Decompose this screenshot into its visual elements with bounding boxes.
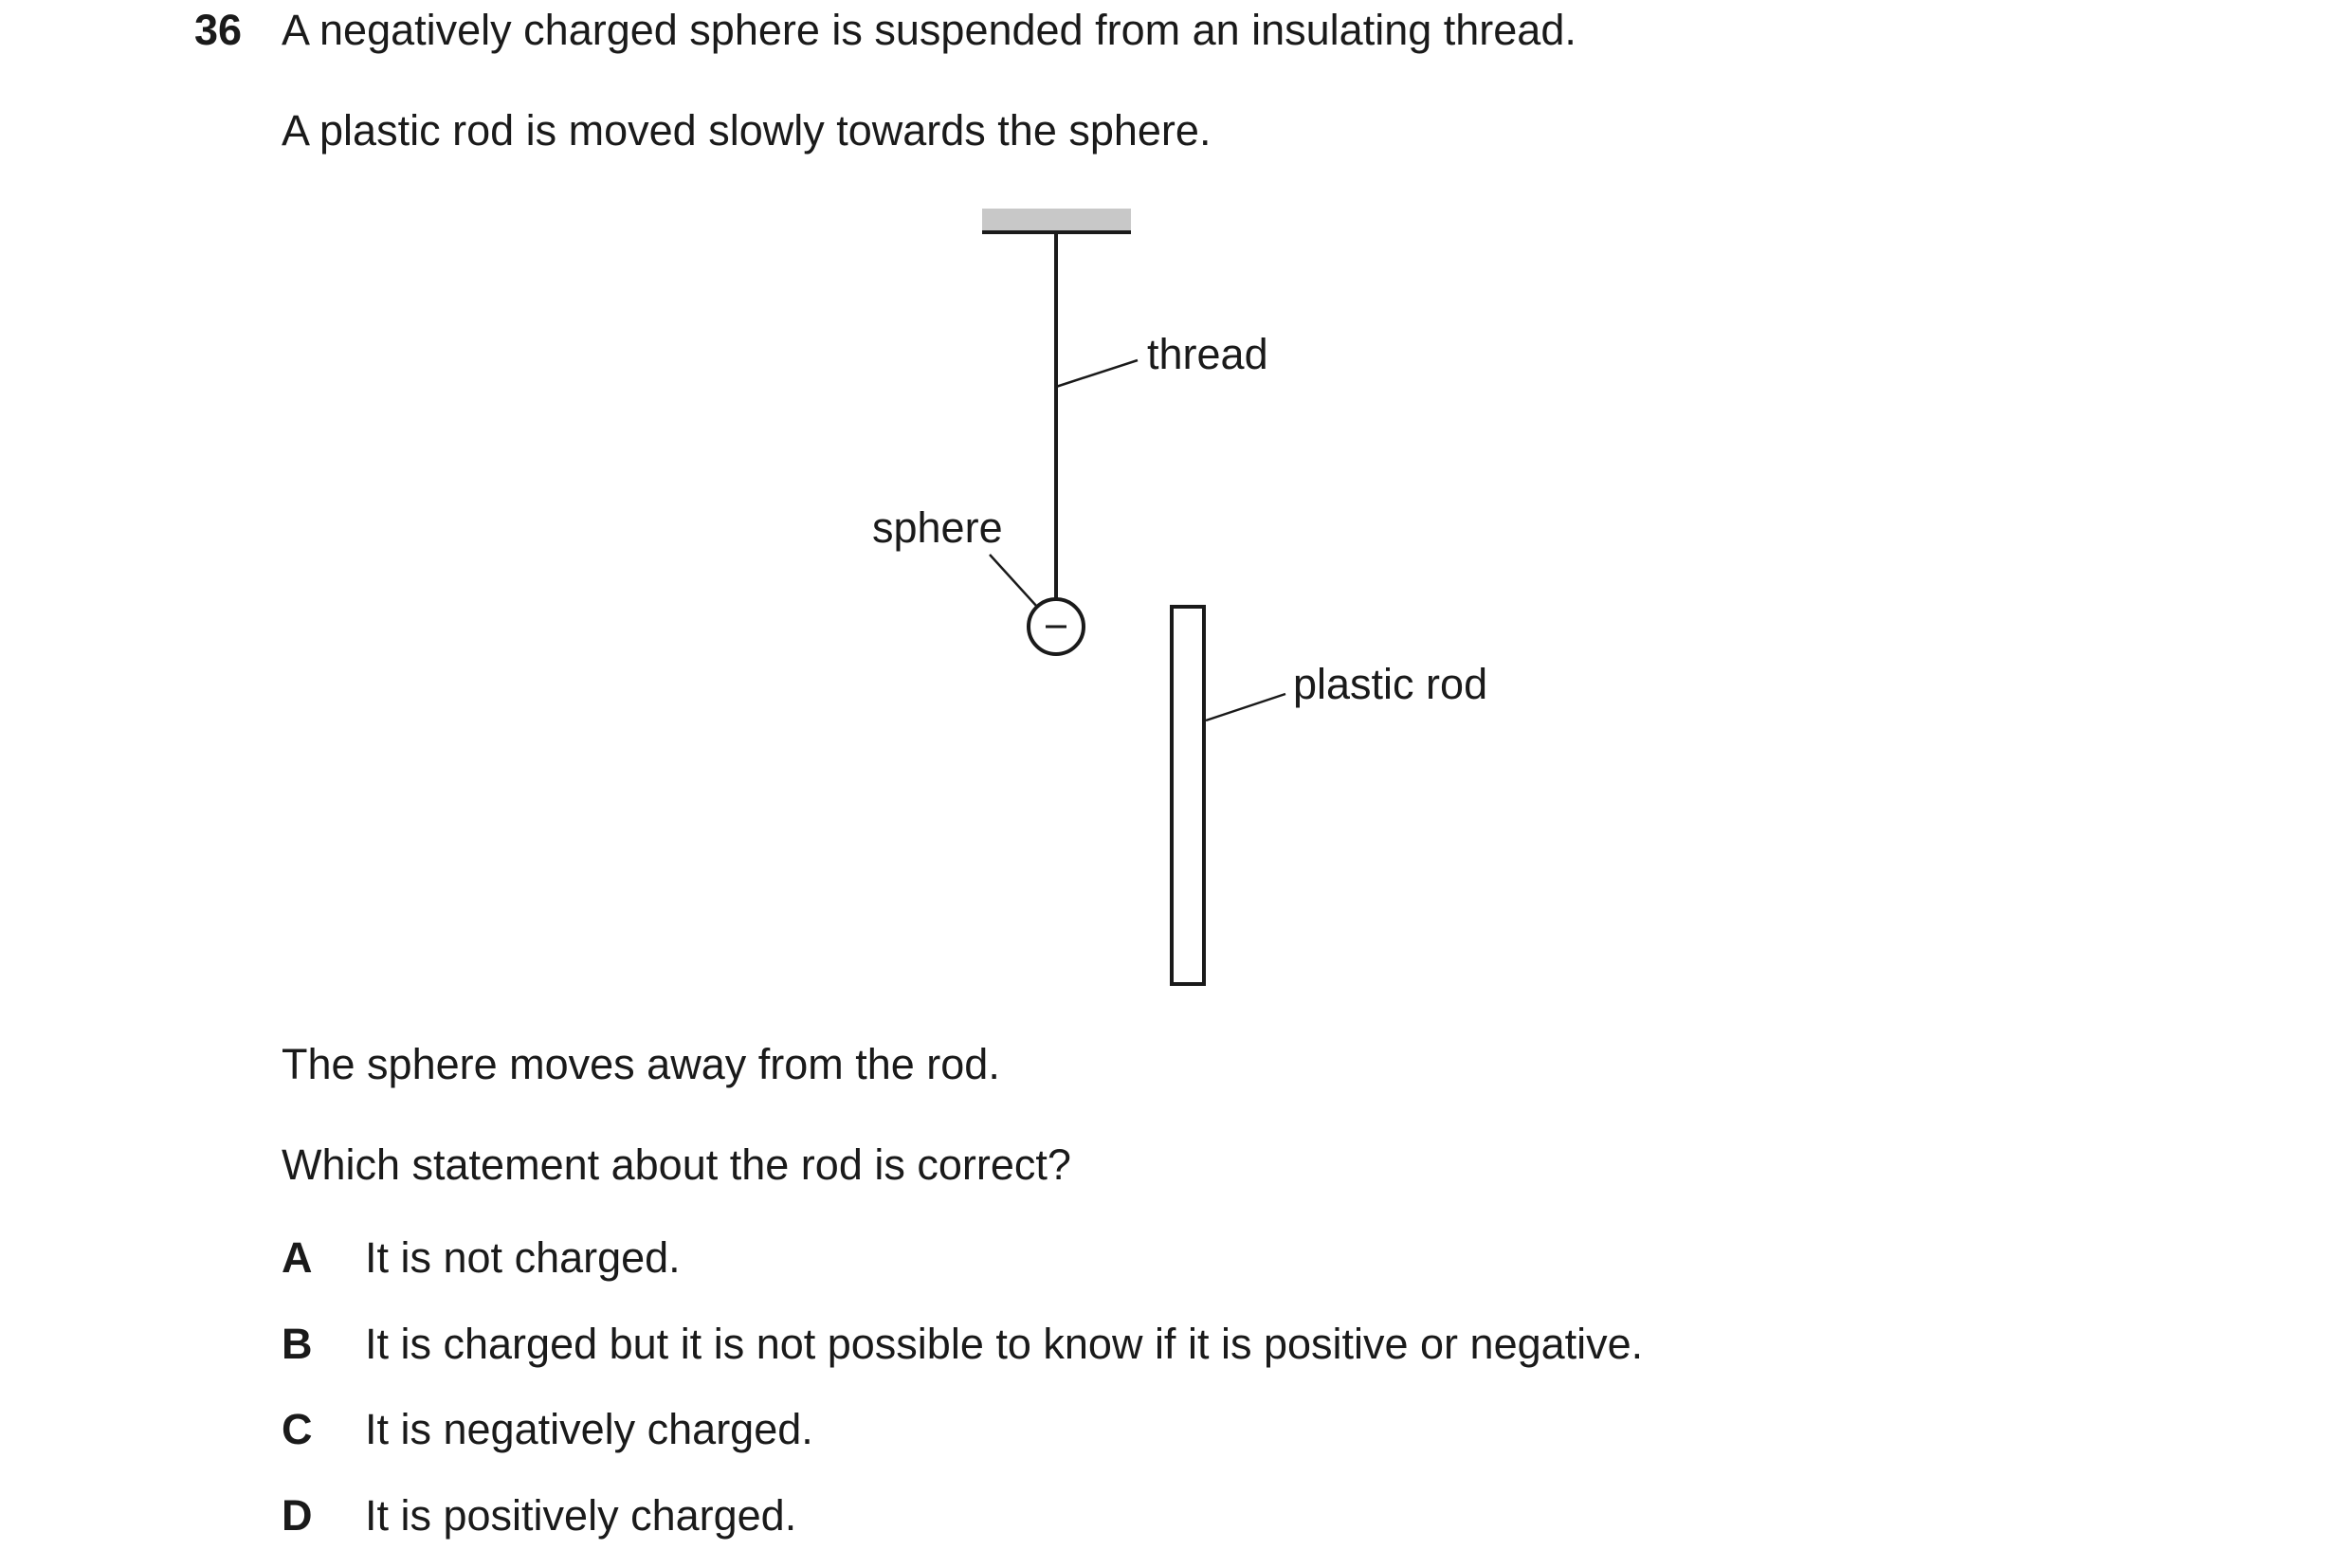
question-number: 36: [194, 6, 243, 54]
ceiling-support: [982, 209, 1131, 231]
option-letter: C: [282, 1405, 313, 1453]
option-text: It is not charged.: [365, 1233, 681, 1282]
rod-leader-line: [1206, 694, 1285, 720]
observation-text: The sphere moves away from the rod.: [282, 1040, 1000, 1088]
thread-label: thread: [1147, 330, 1268, 378]
question-stem-line-2: A plastic rod is moved slowly towards the sphere.: [282, 106, 1212, 155]
question-prompt: Which statement about the rod is correct?: [282, 1140, 1071, 1189]
option-text: It is charged but it is not possible to know if it is positive or negative.: [365, 1320, 1644, 1368]
thread-leader-line: [1056, 360, 1138, 387]
option-letter: A: [282, 1233, 313, 1282]
question-stem-line-1: A negatively charged sphere is suspended from an insulating thread.: [282, 6, 1576, 54]
sphere-leader-line: [990, 555, 1037, 607]
sphere-label: sphere: [872, 503, 1003, 552]
option-letter: B: [282, 1320, 313, 1368]
plastic-rod: [1172, 607, 1204, 984]
option-text: It is positively charged.: [365, 1491, 797, 1540]
option-letter: D: [282, 1491, 313, 1540]
option-text: It is negatively charged.: [365, 1405, 813, 1453]
rod-label: plastic rod: [1293, 660, 1488, 708]
